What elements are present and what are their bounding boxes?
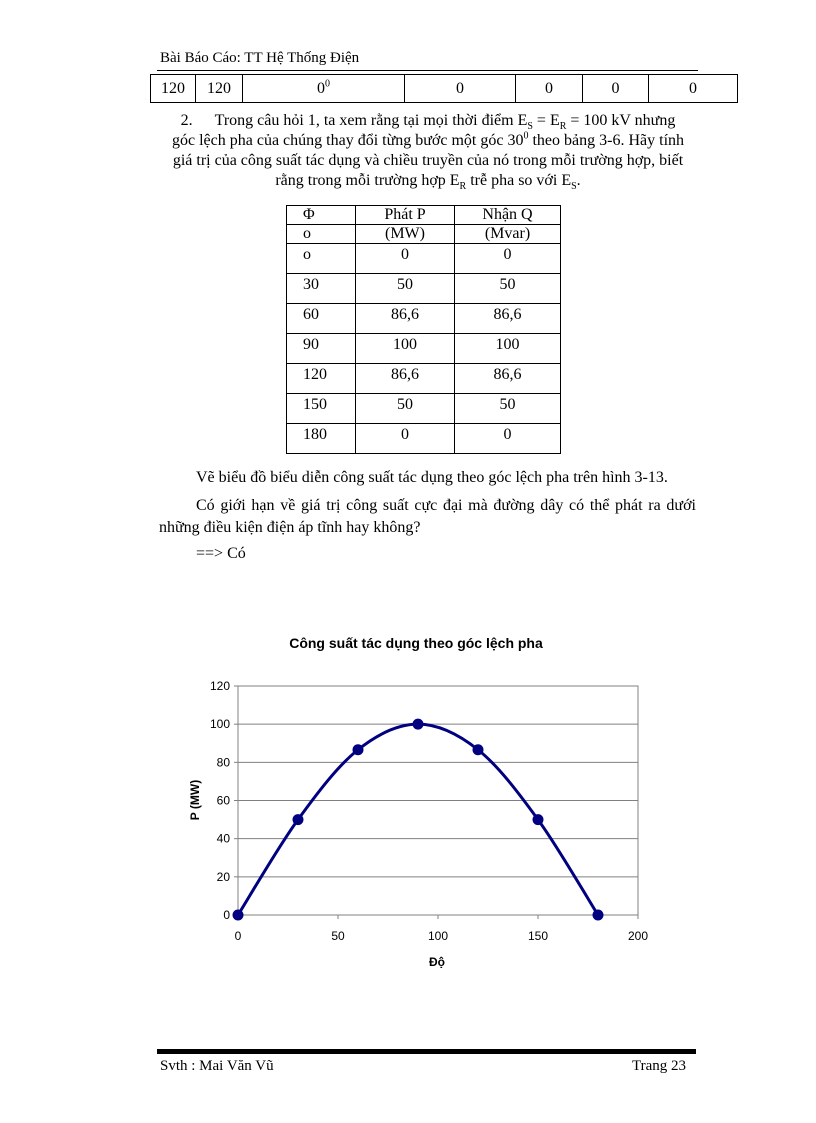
table-cell: 50 — [455, 394, 561, 424]
x-tick-label: 200 — [627, 929, 649, 943]
subscript: S — [571, 181, 577, 193]
text: góc lệch pha của chúng thay đổi từng bước một góc 30 — [171, 132, 524, 149]
x-tick-label: 100 — [427, 929, 449, 943]
data-point — [593, 910, 604, 921]
text: theo bảng 3-6. Hãy tính — [528, 132, 685, 149]
table-cell: 0 — [356, 244, 455, 274]
table-cell: 60 — [287, 304, 356, 334]
table-cell: 120 — [287, 364, 356, 394]
x-tick-label: 0 — [234, 929, 242, 943]
data-point — [533, 814, 544, 825]
series-line — [238, 724, 598, 915]
header-cell: Phát P — [356, 206, 455, 225]
subscript: R — [459, 181, 467, 193]
table-cell: 0 — [583, 75, 649, 103]
y-tick-label: 20 — [216, 869, 230, 884]
body-paragraph-2a: Có giới hạn về giá trị công suất cực đại mà đường dây có thể phát ra dưới — [196, 497, 696, 514]
data-point — [473, 744, 484, 755]
body-paragraph-1: Vẽ biểu đồ biểu diễn công suất tác dụng theo góc lệch pha trên hình 3-13. — [196, 469, 668, 486]
table-cell: 86,6 — [356, 304, 455, 334]
table-cell: 50 — [356, 394, 455, 424]
text: . — [576, 172, 581, 189]
body-answer: ==> Có — [196, 545, 246, 562]
table-cell: 50 — [455, 274, 561, 304]
table-cell: 30 — [287, 274, 356, 304]
table-cell: 86,6 — [455, 364, 561, 394]
table-cell: 120 — [151, 75, 196, 103]
body-paragraph-2b: những điều kiện điện áp tĩnh hay không? — [159, 519, 421, 536]
y-tick-label: 100 — [209, 717, 230, 732]
header-cell: (MW) — [356, 225, 455, 244]
y-tick-label: 80 — [216, 755, 230, 770]
subscript: S — [527, 121, 533, 133]
table-cell: 50 — [356, 274, 455, 304]
table-cell: 100 — [455, 334, 561, 364]
data-point — [413, 719, 424, 730]
question-line-3: giá trị của công suất tác dụng và chiều truyền của nó trong mỗi trường hợp, biết — [172, 152, 684, 169]
text: trễ pha so với E — [466, 172, 572, 189]
header-cell: (Mvar) — [455, 225, 561, 244]
data-point — [353, 744, 364, 755]
series-markers — [233, 719, 604, 921]
text: = E — [532, 112, 560, 129]
table-cell: 86,6 — [455, 304, 561, 334]
y-axis-ticks — [210, 679, 238, 922]
x-axis-ticks — [235, 915, 649, 943]
y-tick-label: 0 — [223, 908, 230, 922]
data-point — [233, 910, 244, 921]
text: = 100 kV nhưng — [566, 112, 676, 129]
table-cell: 0 — [455, 244, 561, 274]
header-cell: o — [287, 225, 356, 244]
subscript: R — [559, 121, 567, 133]
chart-title: Công suất tác dụng theo góc lệch pha — [289, 635, 543, 651]
table-cell: 0 — [649, 75, 738, 103]
table-cell: 180 — [287, 424, 356, 454]
text: rằng trong mỗi trường hợp E — [275, 172, 460, 189]
header-cell: Nhận Q — [455, 206, 561, 225]
footer-author: Svth : Mai Văn Vũ — [160, 1058, 274, 1074]
table-cell: 100 — [356, 334, 455, 364]
superscript: 0 — [523, 130, 529, 142]
y-tick-label: 120 — [209, 679, 230, 693]
footer-page-number: Trang 23 — [632, 1058, 687, 1074]
y-tick-label: 60 — [216, 793, 230, 808]
data-point — [293, 814, 304, 825]
x-tick-label: 150 — [527, 929, 549, 943]
y-tick-label: 40 — [216, 831, 230, 846]
table-cell: 0 — [516, 75, 583, 103]
table-cell: o — [287, 244, 356, 274]
table-cell: 120 — [196, 75, 243, 103]
table-cell: 0 — [405, 75, 516, 103]
y-axis-label: P (MW) — [188, 779, 202, 821]
text: Trong câu hỏi 1, ta xem rằng tại mọi thời điểm E — [214, 112, 528, 129]
table-cell: 86,6 — [356, 364, 455, 394]
table-cell: 90 — [287, 334, 356, 364]
header-cell: Φ — [287, 206, 356, 225]
table-cell: 0 — [455, 424, 561, 454]
degree-sup: 0 — [325, 78, 330, 90]
x-axis-label: Độ — [429, 955, 445, 969]
table-cell: 0 — [356, 424, 455, 454]
footer-rule — [157, 1049, 696, 1054]
question-number: 2. — [180, 112, 193, 129]
table-cell: 150 — [287, 394, 356, 424]
page-header: Bài Báo Cáo: TT Hệ Thống Điện — [160, 50, 360, 66]
x-tick-label: 50 — [331, 929, 345, 943]
cell-text: 0 — [317, 79, 325, 97]
